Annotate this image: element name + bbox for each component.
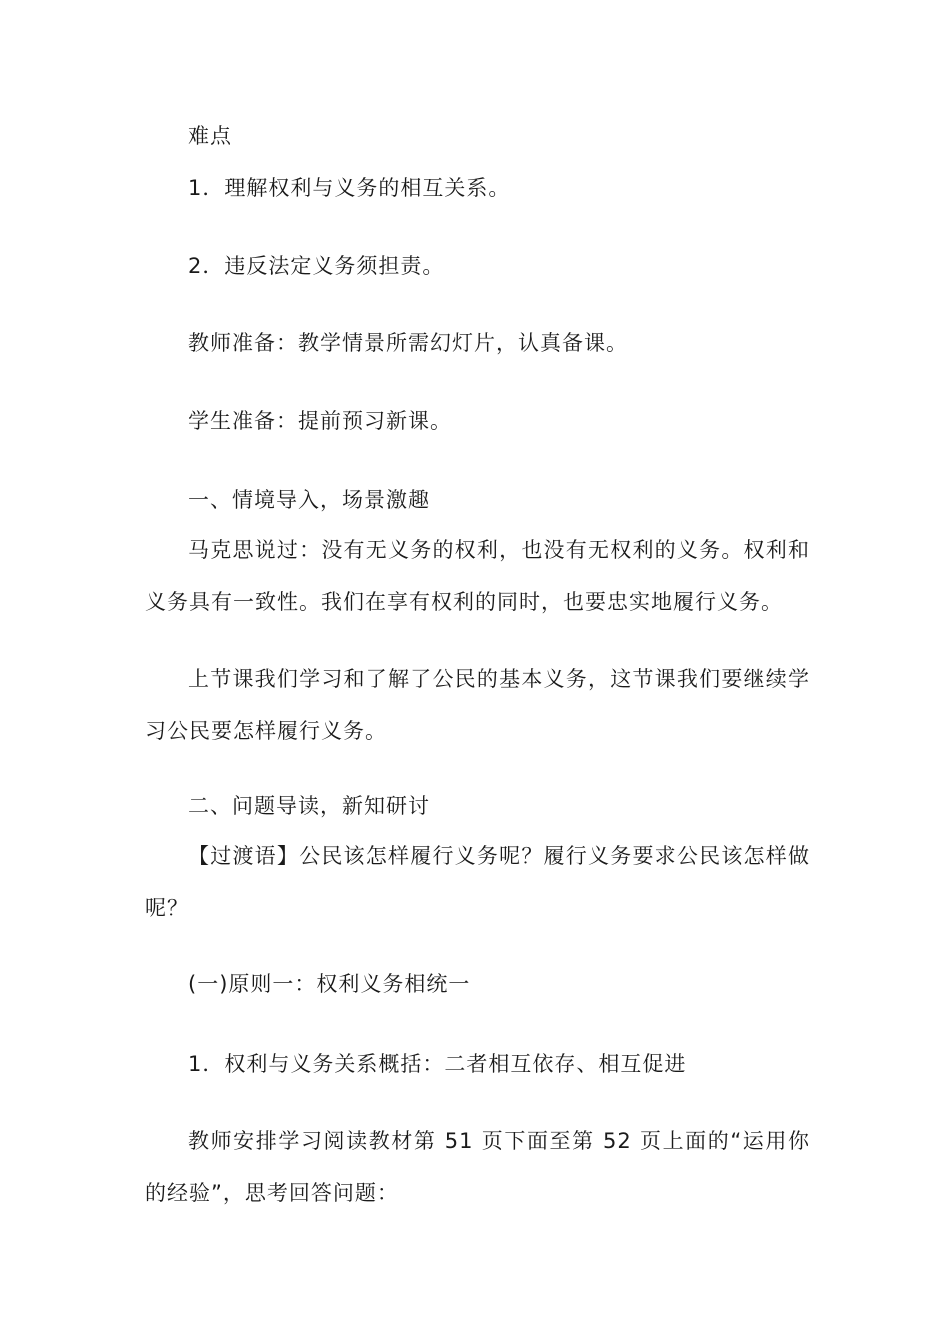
transition-paragraph: 【过渡语】公民该怎样履行义务呢？履行义务要求公民该怎样做呢？ <box>145 844 810 920</box>
instruction-paragraph: 教师安排学习阅读教材第 51 页下面至第 52 页上面的“运用你的经验”，思考回答问题： <box>145 1129 810 1205</box>
section-2-title: 二、问题导读，新知研讨 <box>188 794 430 818</box>
difficulty-item-1: 1．理解权利与义务的相互关系。 <box>188 176 511 200</box>
heading-difficulty: 难点 <box>188 124 232 148</box>
difficulty-item-2: 2．违反法定义务须担责。 <box>188 254 445 278</box>
principle-1-item-1: 1．权利与义务关系概括：二者相互依存、相互促进 <box>188 1052 687 1076</box>
section-1-paragraph-1: 马克思说过：没有无义务的权利，也没有无权利的义务。权利和义务具有一致性。我们在享有权利的同时，也要忠实地履行义务。 <box>145 538 810 614</box>
section-1-title: 一、情境导入，场景激趣 <box>188 488 430 512</box>
student-preparation: 学生准备：提前预习新课。 <box>188 409 452 433</box>
principle-1-title: (一)原则一：权利义务相统一 <box>188 972 471 996</box>
section-1-paragraph-2: 上节课我们学习和了解了公民的基本义务，这节课我们要继续学习公民要怎样履行义务。 <box>145 667 810 743</box>
teacher-preparation: 教师准备：教学情景所需幻灯片，认真备课。 <box>188 331 628 355</box>
